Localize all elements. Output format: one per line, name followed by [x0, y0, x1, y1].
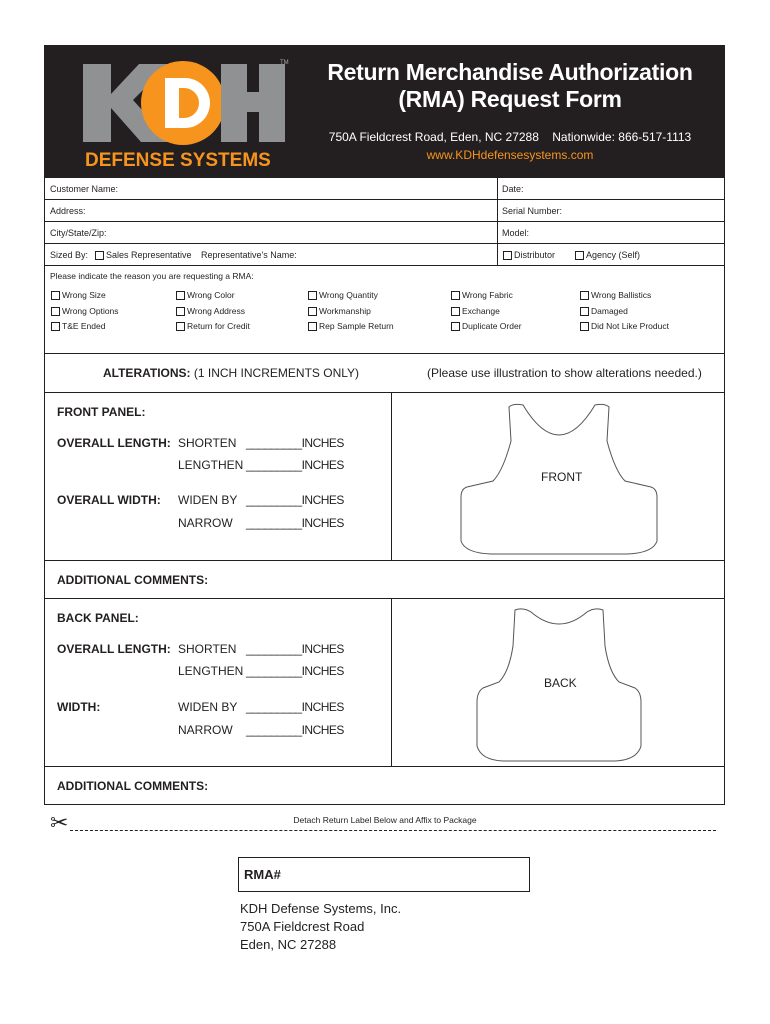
reason-option[interactable]	[51, 290, 106, 300]
sales-rep-checkbox[interactable]	[95, 251, 104, 260]
reason-option[interactable]	[451, 321, 522, 331]
front-divider	[391, 392, 392, 560]
reason-option[interactable]	[580, 306, 628, 316]
reason-label: Exchange	[462, 306, 500, 316]
alterations-note: (1 INCH INCREMENTS ONLY)	[193, 366, 360, 380]
alterations-title: ALTERATIONS:	[103, 366, 191, 380]
form-title	[295, 59, 725, 113]
detach-instruction: Detach Return Label Below and Affix to Package	[293, 815, 477, 825]
back-length-label: OVERALL LENGTH:	[57, 642, 171, 656]
back-panel-title: BACK PANEL:	[57, 611, 139, 625]
front-comments-rule	[45, 560, 724, 561]
front-shorten-label: SHORTEN	[178, 436, 237, 450]
back-shorten-label: SHORTEN	[178, 642, 237, 656]
alterations-top-rule	[45, 353, 724, 354]
reason-checkbox[interactable]	[176, 322, 185, 331]
reason-label: Duplicate Order	[462, 321, 522, 331]
company-address: 750A Fieldcrest Road, Eden, NC 27288 Nationwide: 866-517-1113	[328, 130, 692, 144]
distributor-label: Distributor	[514, 250, 556, 260]
reason-checkbox[interactable]	[580, 322, 589, 331]
alterations-bottom-rule	[45, 392, 724, 393]
scissors-icon: ✂	[50, 810, 69, 835]
reason-option[interactable]	[308, 321, 394, 331]
back-widen-label: WIDEN BY	[178, 700, 238, 714]
title-line-1: Return Merchandise Authorization	[327, 59, 693, 85]
reason-checkbox[interactable]	[580, 307, 589, 316]
reason-label: Wrong Options	[62, 306, 119, 316]
reason-checkbox[interactable]	[51, 322, 60, 331]
alterations-heading	[103, 366, 359, 380]
reason-option[interactable]	[308, 306, 371, 316]
back-comments-label[interactable]: ADDITIONAL COMMENTS:	[57, 779, 209, 793]
reason-checkbox[interactable]	[451, 307, 460, 316]
agency-checkbox[interactable]	[575, 251, 584, 260]
reason-label: Rep Sample Return	[319, 321, 394, 331]
reason-checkbox[interactable]	[176, 291, 185, 300]
sales-rep-label: Sales Representative	[106, 250, 192, 260]
front-shorten-field[interactable]: _________INCHES	[246, 436, 344, 450]
return-city: Eden, NC 27288	[240, 937, 337, 952]
logo-subtitle: DEFENSE SYSTEMS	[85, 150, 271, 170]
reason-label: Wrong Size	[62, 290, 106, 300]
reason-option[interactable]	[51, 321, 105, 331]
front-lengthen-label: LENGTHEN	[178, 458, 244, 472]
reason-checkbox[interactable]	[308, 307, 317, 316]
front-length-label: OVERALL LENGTH:	[57, 436, 171, 450]
back-divider	[391, 598, 392, 766]
reason-label: T&E Ended	[62, 321, 106, 331]
address-row	[45, 199, 724, 222]
reason-label: Wrong Fabric	[462, 290, 513, 300]
reason-option[interactable]	[580, 290, 651, 300]
sized-by-label: Sized By:	[50, 250, 89, 260]
back-width-label: WIDTH:	[57, 700, 101, 714]
front-narrow-field[interactable]: _________INCHES	[246, 516, 344, 530]
reason-option[interactable]	[451, 306, 500, 316]
reason-option[interactable]	[176, 290, 235, 300]
distributor-checkbox[interactable]	[503, 251, 512, 260]
address-label[interactable]: Address:	[50, 206, 86, 216]
front-comments-label[interactable]: ADDITIONAL COMMENTS:	[57, 573, 209, 587]
reason-checkbox[interactable]	[451, 291, 460, 300]
kdh-logo	[81, 60, 291, 170]
back-vest-label: BACK	[544, 676, 577, 690]
reason-label: Did Not Like Product	[591, 321, 669, 331]
form-header	[45, 46, 724, 177]
reason-label: Wrong Color	[187, 290, 235, 300]
front-narrow-label: NARROW	[178, 516, 233, 530]
illustration-note: (Please use illustration to show alterations needed.)	[427, 366, 702, 380]
rep-name-label[interactable]: Representative's Name:	[201, 250, 297, 260]
model-label[interactable]: Model:	[502, 228, 530, 238]
city-state-zip-label[interactable]: City/State/Zip:	[50, 228, 107, 238]
reason-label: Wrong Address	[187, 306, 245, 316]
reason-option[interactable]	[51, 306, 119, 316]
agency-label: Agency (Self)	[586, 250, 641, 260]
reason-option[interactable]	[176, 306, 245, 316]
reason-option[interactable]	[176, 321, 250, 331]
reason-prompt: Please indicate the reason you are requesting a RMA:	[50, 271, 254, 281]
reason-option[interactable]	[580, 321, 669, 331]
reason-checkbox[interactable]	[451, 322, 460, 331]
reason-label: Wrong Quantity	[319, 290, 378, 300]
front-widen-label: WIDEN BY	[178, 493, 238, 507]
customer-name-label[interactable]: Customer Name:	[50, 184, 119, 194]
reason-option[interactable]	[308, 290, 378, 300]
rma-form	[44, 45, 725, 805]
reason-label: Wrong Ballistics	[591, 290, 652, 300]
rma-number-box[interactable]	[238, 857, 530, 892]
front-lengthen-field[interactable]: _________INCHES	[246, 458, 344, 472]
reason-checkbox[interactable]	[51, 307, 60, 316]
front-widen-field[interactable]: _________INCHES	[246, 493, 344, 507]
back-shorten-field[interactable]: _________INCHES	[246, 642, 344, 656]
sized-by-row	[45, 243, 724, 266]
return-street: 750A Fieldcrest Road	[240, 919, 365, 934]
back-widen-field[interactable]: _________INCHES	[246, 700, 344, 714]
reason-checkbox[interactable]	[176, 307, 185, 316]
back-comments-rule	[45, 766, 724, 767]
reason-checkbox[interactable]	[308, 322, 317, 331]
back-lengthen-label: LENGTHEN	[178, 664, 244, 678]
info-divider	[497, 177, 498, 265]
reason-label: Return for Credit	[187, 321, 250, 331]
reason-checkbox[interactable]	[51, 291, 60, 300]
reason-checkbox[interactable]	[580, 291, 589, 300]
rma-label: RMA#	[244, 867, 281, 882]
back-lengthen-field[interactable]: _________INCHES	[246, 664, 344, 678]
back-panel-rule	[45, 598, 724, 599]
company-website[interactable]: www.KDHdefensesystems.com	[426, 148, 594, 162]
reason-top-rule	[45, 265, 724, 266]
customer-name-row	[45, 177, 724, 200]
back-narrow-label: NARROW	[178, 723, 233, 737]
serial-number-label[interactable]: Serial Number:	[502, 206, 563, 216]
return-company: KDH Defense Systems, Inc.	[240, 901, 402, 916]
front-width-label: OVERALL WIDTH:	[57, 493, 161, 507]
reason-label: Damaged	[591, 306, 628, 316]
front-vest-label: FRONT	[541, 470, 583, 484]
back-narrow-field[interactable]: _________INCHES	[246, 723, 344, 737]
reason-option[interactable]	[451, 290, 513, 300]
reason-checkbox[interactable]	[308, 291, 317, 300]
city-row	[45, 221, 724, 244]
reason-label: Workmanship	[319, 306, 371, 316]
front-panel-title: FRONT PANEL:	[57, 405, 146, 419]
date-label[interactable]: Date:	[502, 184, 524, 194]
cut-line	[70, 830, 716, 831]
title-line-2: (RMA) Request Form	[398, 86, 622, 112]
trademark: TM	[280, 60, 289, 66]
